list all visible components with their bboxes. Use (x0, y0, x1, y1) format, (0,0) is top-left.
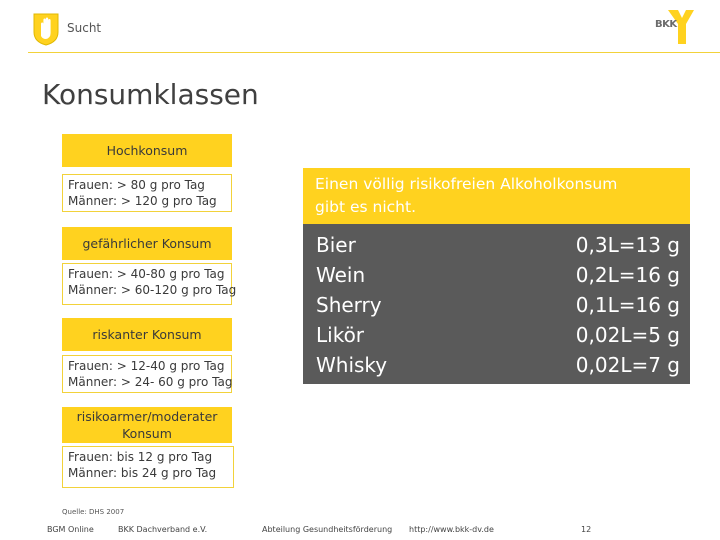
drink-amount: 0,02L=5 g (575, 323, 680, 347)
drink-amount: 0,2L=16 g (575, 263, 680, 287)
source-note: Quelle: DHS 2007 (62, 508, 125, 516)
drink-amount: 0,1L=16 g (575, 293, 680, 317)
risikoarm-label (62, 407, 232, 443)
alcohol-info-panel (303, 168, 690, 384)
drink-name: Bier (316, 233, 356, 257)
risk-headline-line1: Einen völlig risikofreien Alkoholkonsum (315, 175, 618, 193)
drinks-list (303, 224, 690, 384)
riskant-values (62, 355, 232, 393)
riskant-label (62, 318, 232, 351)
gefaehrlich-maenner: Männer: > 60-120 g pro Tag (68, 283, 237, 297)
drink-names (316, 230, 387, 380)
risk-headline (303, 168, 690, 224)
footer-bgm: BGM Online (47, 525, 94, 534)
bkk-logo-text: BKK (655, 19, 677, 30)
risikoarm-maenner: Männer: bis 24 g pro Tag (68, 466, 217, 480)
risikoarm-values (62, 446, 234, 488)
hand-stop-icon (32, 12, 60, 46)
hochkonsum-values (62, 174, 232, 212)
drink-name: Wein (316, 263, 366, 287)
gefaehrlich-frauen: Frauen: > 40-80 g pro Tag (68, 267, 225, 281)
riskant-label-text: riskanter Konsum (92, 327, 202, 342)
risikoarm-label-line2: Konsum (122, 426, 172, 441)
riskant-frauen: Frauen: > 12-40 g pro Tag (68, 359, 225, 373)
hochkonsum-frauen: Frauen: > 80 g pro Tag (68, 178, 205, 192)
section-title: Sucht (67, 21, 102, 35)
gefaehrlich-label (62, 227, 232, 260)
footer-department: Abteilung Gesundheitsförderung (262, 525, 393, 534)
header-divider (28, 52, 720, 53)
hochkonsum-label-text: Hochkonsum (106, 143, 188, 158)
gefaehrlich-values (62, 263, 237, 305)
riskant-maenner: Männer: > 24- 60 g pro Tag (68, 375, 233, 389)
drink-amounts (576, 230, 680, 380)
hochkonsum-label (62, 134, 232, 167)
footer-bkk: BKK Dachverband e.V. (118, 525, 208, 534)
drink-name: Likör (316, 323, 365, 347)
drink-name: Sherry (316, 293, 382, 317)
risikoarm-frauen: Frauen: bis 12 g pro Tag (68, 450, 213, 464)
risk-headline-line2: gibt es nicht. (315, 198, 417, 216)
risikoarm-label-line1: risikoarmer/moderater (76, 409, 218, 424)
page-number: 12 (581, 525, 592, 534)
page-title: Konsumklassen (42, 78, 259, 111)
gefaehrlich-label-text: gefährlicher Konsum (82, 236, 212, 251)
drink-amount: 0,02L=7 g (575, 353, 680, 377)
drink-amount: 0,3L=13 g (575, 233, 680, 257)
drink-name: Whisky (316, 353, 388, 377)
hochkonsum-maenner: Männer: > 120 g pro Tag (68, 194, 217, 208)
footer-url[interactable]: http://www.bkk-dv.de (409, 525, 494, 534)
